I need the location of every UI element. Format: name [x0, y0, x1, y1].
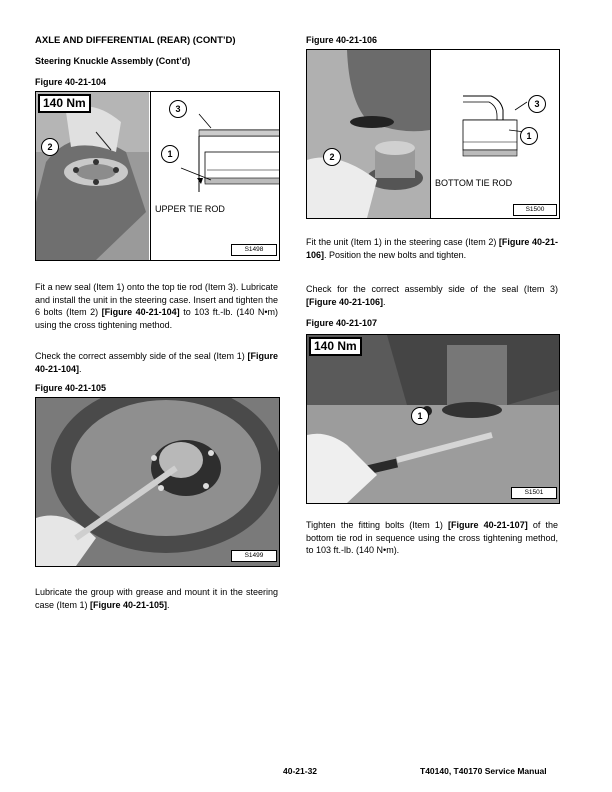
figure-105-photo	[36, 398, 279, 566]
figure-106-photo	[307, 50, 430, 218]
page-number: 40-21-32	[283, 766, 318, 776]
figure-reference: [Figure 40-21-104]	[101, 307, 180, 317]
figure-107-caption: Figure 40-21-107	[306, 318, 378, 328]
paragraph: Lubricate the group with grease and mount it in the steering case (Item 1) [Figure 40-21-105].	[35, 587, 278, 610]
figure-reference: [Figure 40-21-107]	[448, 520, 528, 530]
figure-104-diagram	[150, 92, 280, 260]
torque-label: 140 Nm	[309, 337, 362, 356]
callout-1: 1	[411, 407, 429, 425]
figure-104	[35, 91, 280, 261]
callout-3: 3	[169, 100, 187, 118]
callout-1: 1	[520, 127, 538, 145]
callout-2: 2	[41, 138, 59, 156]
figure-code: S1501	[511, 487, 557, 499]
paragraph: Fit a new seal (Item 1) onto the top tie rod (Item 3). Lubricate and install the unit in the steering case. Insert and tighten the 6 bolts (Item 2) [Figure 40-21-104] to 103 ft.-lb. (140 N•m) using the cross tightening method.	[35, 282, 278, 330]
figure-code: S1500	[513, 204, 557, 216]
upper-tie-rod-label: UPPER TIE ROD	[155, 204, 225, 214]
figure-reference: [Figure 40-21-106]	[306, 296, 384, 307]
callout-2: 2	[323, 148, 341, 166]
figure-104-caption: Figure 40-21-104	[35, 77, 107, 87]
paragraph: Fit the unit (Item 1) in the steering case (Item 2) [Figure 40-21-106]. Position the new bolts and tighten.	[306, 237, 559, 260]
subsection-title: Steering Knuckle Assembly (Cont’d)	[35, 56, 191, 66]
figure-107	[306, 334, 560, 504]
figure-106-caption: Figure 40-21-106	[306, 35, 378, 45]
callout-1: 1	[161, 145, 179, 163]
figure-106-diagram	[430, 50, 560, 218]
bottom-tie-rod-label: BOTTOM TIE ROD	[435, 178, 513, 188]
figure-105	[35, 397, 280, 567]
callout-3: 3	[528, 95, 546, 113]
figure-106	[306, 49, 560, 219]
figure-107-photo	[307, 335, 559, 503]
figure-code: S1498	[231, 244, 277, 256]
figure-code: S1499	[231, 550, 277, 562]
section-title: AXLE AND DIFFERENTIAL (REAR) (CONT’D)	[35, 35, 236, 46]
figure-105-caption: Figure 40-21-105	[35, 383, 107, 393]
paragraph: Check the correct assembly side of the seal (Item 1) [Figure 40-21-104].	[35, 351, 278, 374]
figure-104-photo	[36, 92, 149, 260]
figure-reference: [Figure 40-21-105]	[90, 599, 168, 610]
figure-reference: [Figure 40-21-104]	[35, 351, 278, 374]
torque-label: 140 Nm	[38, 94, 91, 113]
figure-reference: [Figure 40-21-106]	[306, 237, 559, 260]
paragraph: Tighten the fitting bolts (Item 1) [Figure 40-21-107] of the bottom tie rod in sequence using the cross tightening method, to 103 ft.-lb. (140 N•m).	[306, 520, 558, 555]
paragraph: Check for the correct assembly side of the seal (Item 3) [Figure 40-21-106].	[306, 284, 558, 307]
manual-title: T40140, T40170 Service Manual	[420, 766, 547, 776]
